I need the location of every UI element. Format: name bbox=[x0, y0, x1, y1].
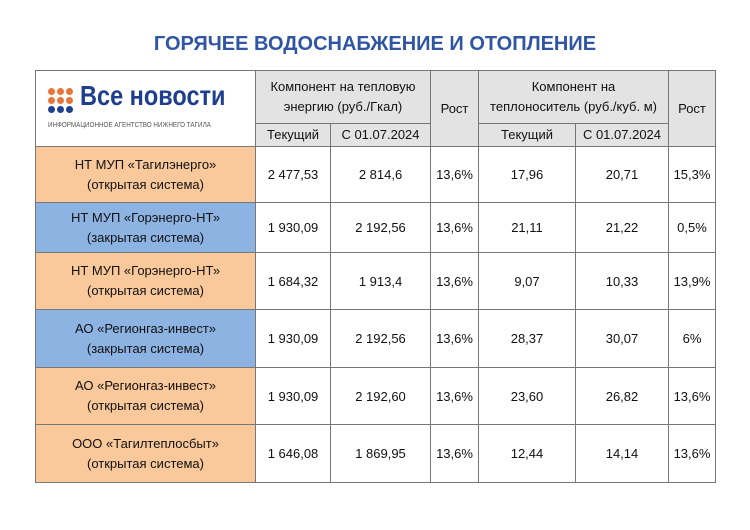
value-c-cur: 28,37 bbox=[479, 310, 576, 368]
value-c-cur: 9,07 bbox=[479, 253, 576, 310]
value-c-cur: 21,11 bbox=[479, 203, 576, 253]
value-e-cur: 1 684,32 bbox=[256, 253, 331, 310]
energy-current-header: Текущий bbox=[256, 123, 331, 146]
value-e-new: 1 913,4 bbox=[331, 253, 431, 310]
energy-header: Компонент на тепловую энергию (руб./Гкал) bbox=[256, 71, 431, 124]
carrier-current-header: Текущий bbox=[479, 123, 576, 146]
value-c-g: 13,6% bbox=[669, 425, 716, 483]
value-e-cur: 1 930,09 bbox=[256, 203, 331, 253]
table-row bbox=[36, 310, 716, 368]
value-c-g: 13,9% bbox=[669, 253, 716, 310]
value-e-new: 2 814,6 bbox=[331, 147, 431, 203]
value-c-cur: 12,44 bbox=[479, 425, 576, 483]
table-row bbox=[36, 203, 716, 253]
table-row bbox=[36, 368, 716, 425]
value-e-new: 2 192,60 bbox=[331, 368, 431, 425]
logo-box bbox=[36, 71, 255, 146]
supplier-name: НТ МУП «Тагилэнерго» bbox=[74, 156, 217, 172]
value-c-g: 0,5% bbox=[669, 203, 716, 253]
value-e-g: 13,6% bbox=[431, 368, 479, 425]
value-e-g: 13,6% bbox=[431, 203, 479, 253]
carrier-growth-header: Рост bbox=[669, 71, 716, 147]
energy-from-header: С 01.07.2024 bbox=[331, 123, 431, 146]
value-c-new: 14,14 bbox=[576, 425, 669, 483]
supplier-name: АО «Регионгаз-инвест» bbox=[74, 320, 217, 336]
supplier-system: (закрытая система) bbox=[86, 229, 205, 245]
supplier-system: (закрытая система) bbox=[86, 340, 205, 356]
table-row bbox=[36, 147, 716, 203]
value-e-cur: 1 646,08 bbox=[256, 425, 331, 483]
supplier-cell bbox=[36, 425, 256, 483]
value-c-g: 6% bbox=[669, 310, 716, 368]
supplier-system: (открытая система) bbox=[87, 398, 204, 413]
supplier-name: АО «Регионгаз-инвест» bbox=[74, 378, 217, 393]
supplier-name: ООО «Тагилтеплосбыт» bbox=[72, 435, 219, 451]
value-c-cur: 23,60 bbox=[479, 368, 576, 425]
supplier-cell bbox=[36, 147, 256, 203]
value-e-cur: 1 930,09 bbox=[256, 310, 331, 368]
value-e-g: 13,6% bbox=[431, 147, 479, 203]
tariff-table bbox=[35, 70, 716, 483]
value-c-cur: 17,96 bbox=[479, 147, 576, 203]
value-c-new: 26,82 bbox=[576, 368, 669, 425]
carrier-from-header: С 01.07.2024 bbox=[576, 123, 669, 146]
supplier-cell bbox=[36, 253, 256, 310]
value-c-new: 30,07 bbox=[576, 310, 669, 368]
supplier-name: НТ МУП «Горэнерго-НТ» bbox=[70, 263, 221, 278]
logo-dots-icon bbox=[48, 88, 73, 113]
supplier-system: (открытая система) bbox=[87, 283, 204, 298]
supplier-system: (открытая система) bbox=[87, 455, 204, 471]
supplier-cell bbox=[36, 368, 256, 425]
value-c-new: 10,33 bbox=[576, 253, 669, 310]
supplier-name: НТ МУП «Горэнерго-НТ» bbox=[70, 209, 221, 225]
value-e-g: 13,6% bbox=[431, 253, 479, 310]
energy-growth-header: Рост bbox=[431, 71, 479, 147]
value-c-new: 21,22 bbox=[576, 203, 669, 253]
page-title: ГОРЯЧЕЕ ВОДОСНАБЖЕНИЕ И ОТОПЛЕНИЕ bbox=[153, 33, 597, 55]
value-e-cur: 2 477,53 bbox=[256, 147, 331, 203]
logo-tagline: ИНФОРМАЦИОННОЕ АГЕНТСТВО НИЖНЕГО ТАГИЛА bbox=[48, 122, 211, 129]
supplier-cell bbox=[36, 203, 256, 253]
carrier-header: Компонент на теплоноситель (руб./куб. м) bbox=[479, 71, 669, 124]
value-e-g: 13,6% bbox=[431, 310, 479, 368]
value-c-new: 20,71 bbox=[576, 147, 669, 203]
value-e-new: 2 192,56 bbox=[331, 203, 431, 253]
logo bbox=[36, 71, 256, 147]
value-e-g: 13,6% bbox=[431, 425, 479, 483]
value-e-new: 1 869,95 bbox=[331, 425, 431, 483]
value-e-new: 2 192,56 bbox=[331, 310, 431, 368]
value-c-g: 15,3% bbox=[669, 147, 716, 203]
value-e-cur: 1 930,09 bbox=[256, 368, 331, 425]
supplier-system: (открытая система) bbox=[87, 176, 204, 192]
table-row bbox=[36, 425, 716, 483]
value-c-g: 13,6% bbox=[669, 368, 716, 425]
supplier-cell bbox=[36, 310, 256, 368]
table-row bbox=[36, 253, 716, 310]
logo-name: Все новости bbox=[80, 80, 226, 111]
